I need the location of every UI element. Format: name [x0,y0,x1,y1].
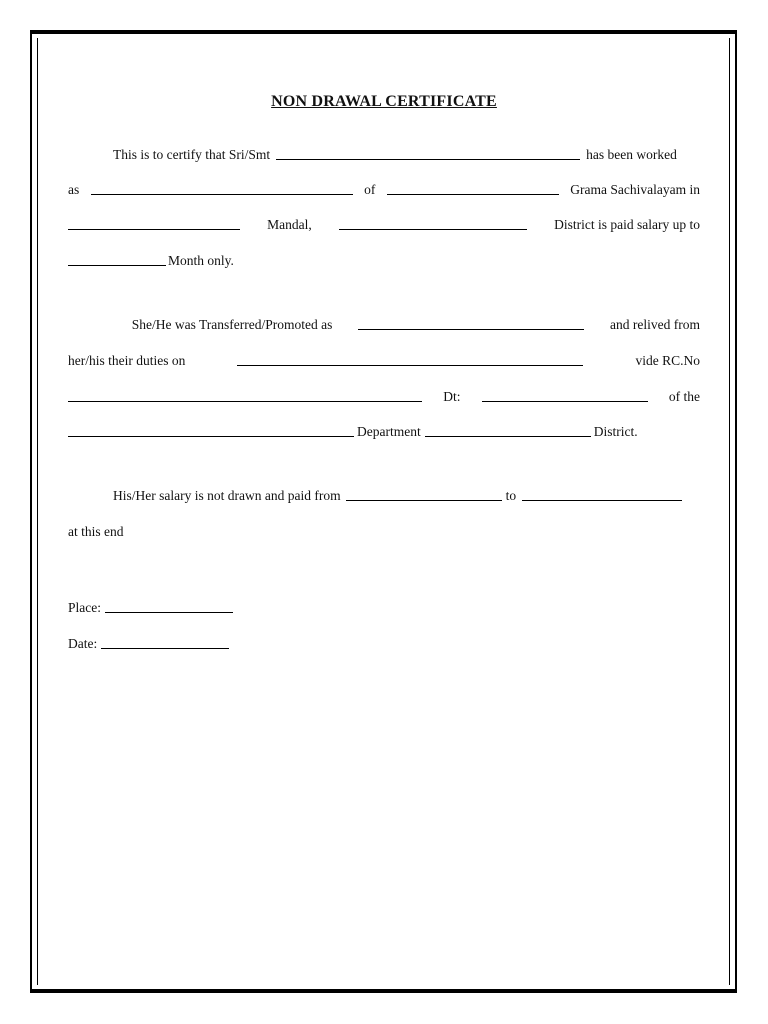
para1-line4-text-a: Month only. [168,253,234,268]
date-label: Date: [68,636,98,651]
salary-to-field[interactable] [522,486,682,501]
para2-line3-text-a: Dt: [443,389,461,404]
relieved-date-field[interactable] [237,351,583,366]
district-field[interactable] [339,215,527,230]
promoted-as-field[interactable] [358,315,584,330]
para1-line3-text-a: Mandal, [267,217,312,232]
para1-line3-text-b: District is paid salary up to [554,217,700,232]
para3-line1-text-a: His/Her salary is not drawn and paid from [113,488,341,503]
page-border [30,30,737,993]
rc-number-field[interactable] [68,387,422,402]
sachivalayam-field[interactable] [387,180,559,195]
para2-line4 [68,420,700,440]
designation-field[interactable] [91,180,353,195]
para3-line2 [68,520,700,540]
date-line [68,632,700,652]
para3-line1-text-b: to [505,488,517,503]
para3-line1 [68,484,700,504]
department-field[interactable] [68,422,354,437]
para1-line2-text-b: of [364,182,376,197]
para2-line2 [68,349,700,369]
para1-line2-text-a: as [68,182,80,197]
para1-line2 [68,178,700,198]
para1-line1-text-a: This is to certify that Sri/Smt [113,147,271,162]
rc-date-field[interactable] [482,387,648,402]
name-field[interactable] [276,145,580,160]
certificate-title: NON DRAWAL CERTIFICATE [271,93,497,110]
salary-month-field[interactable] [68,251,166,266]
para2-line4-text-b: District. [593,424,638,439]
para2-line1-text-a: She/He was Transferred/Promoted as [131,317,333,332]
para1-line3 [68,213,700,233]
mandal-field[interactable] [68,215,240,230]
para2-line1 [68,313,700,333]
para2-line2-text-a: her/his their duties on [68,353,186,368]
para2-line3 [68,385,700,405]
place-field[interactable] [105,598,233,613]
date-field[interactable] [101,634,229,649]
place-line [68,596,700,616]
department-district-field[interactable] [425,422,591,437]
para2-line3-text-b: of the [668,389,700,404]
place-label: Place: [68,600,101,615]
para2-line2-text-b: vide RC.No [635,353,700,368]
para1-line2-text-c: Grama Sachivalayam in [570,182,700,197]
salary-from-field[interactable] [346,486,502,501]
para2-line4-text-a: Department [357,424,421,439]
para1-line4 [68,249,700,269]
para3-line2-text-a: at this end [68,524,124,539]
para2-line1-text-b: and relived from [610,317,700,332]
para1-line1 [68,143,700,163]
para1-line1-text-b: has been worked [586,147,677,162]
